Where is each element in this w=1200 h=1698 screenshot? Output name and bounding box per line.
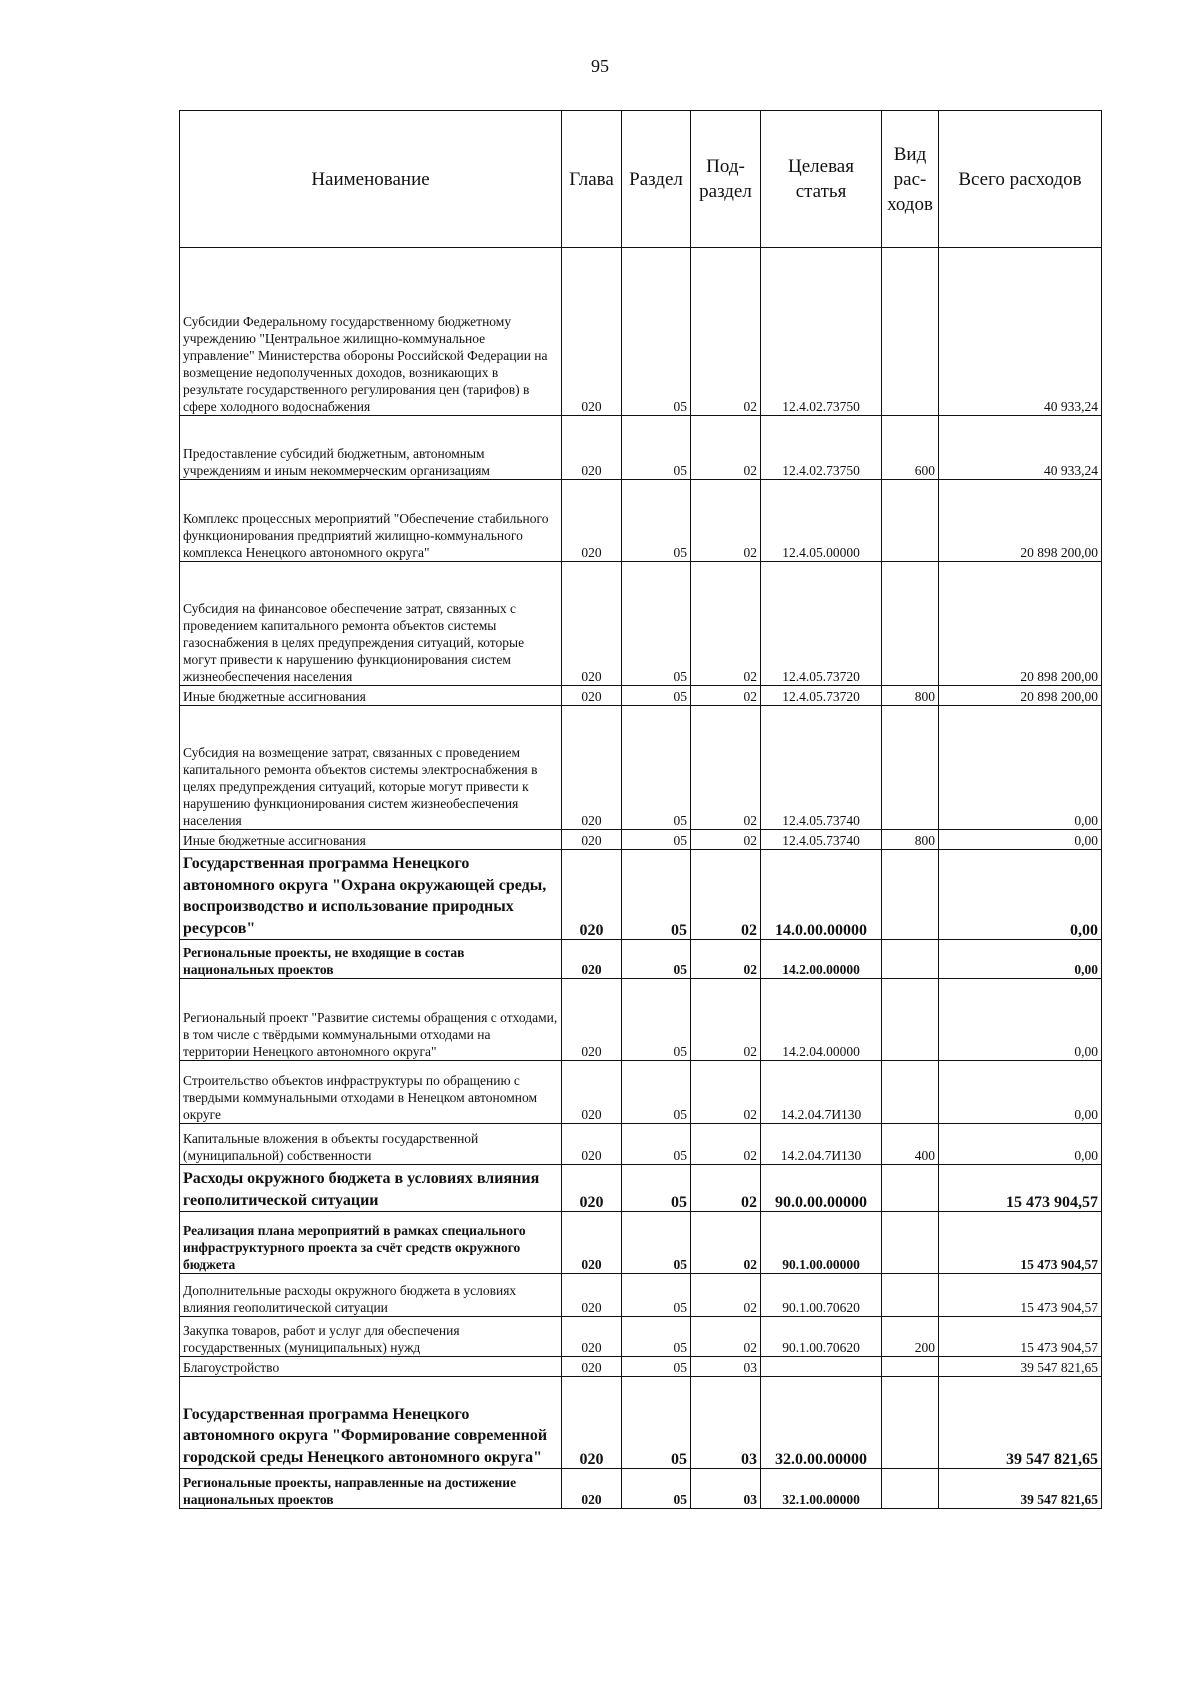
row-total: 0,00 xyxy=(939,706,1102,830)
column-header-subsection: Под-раздел xyxy=(691,111,761,248)
row-kind xyxy=(882,1165,939,1212)
table-row xyxy=(180,562,1102,686)
row-subsection: 02 xyxy=(691,686,761,706)
row-subsection: 02 xyxy=(691,562,761,686)
row-name: Закупка товаров, работ и услуг для обеспечения государственных (муниципальных) нужд xyxy=(180,1317,562,1357)
row-target: 12.4.02.73750 xyxy=(761,248,882,416)
row-name: Благоустройство xyxy=(180,1357,562,1377)
row-kind xyxy=(882,706,939,830)
row-kind xyxy=(882,1357,939,1377)
row-total: 0,00 xyxy=(939,979,1102,1061)
row-total: 15 473 904,57 xyxy=(939,1165,1102,1212)
row-kind xyxy=(882,940,939,979)
row-total: 39 547 821,65 xyxy=(939,1469,1102,1509)
column-header-section: Раздел xyxy=(622,111,691,248)
row-name: Предоставление субсидий бюджетным, автономным учреждениям и иным некоммерческим организациям xyxy=(180,416,562,480)
table-row xyxy=(180,1061,1102,1124)
table-row xyxy=(180,850,1102,940)
column-header-kind: Вид рас-ходов xyxy=(882,111,939,248)
row-total: 0,00 xyxy=(939,850,1102,940)
row-subsection: 02 xyxy=(691,979,761,1061)
row-subsection: 03 xyxy=(691,1469,761,1509)
row-total: 15 473 904,57 xyxy=(939,1274,1102,1317)
row-total: 15 473 904,57 xyxy=(939,1212,1102,1274)
column-header-chapter: Глава xyxy=(562,111,622,248)
row-kind xyxy=(882,850,939,940)
table-row xyxy=(180,1377,1102,1469)
row-kind: 800 xyxy=(882,830,939,850)
row-kind xyxy=(882,979,939,1061)
row-name: Иные бюджетные ассигнования xyxy=(180,830,562,850)
table-row xyxy=(180,248,1102,416)
row-section: 05 xyxy=(622,1124,691,1165)
row-kind: 400 xyxy=(882,1124,939,1165)
table-row xyxy=(180,416,1102,480)
row-chapter: 020 xyxy=(562,706,622,830)
row-chapter: 020 xyxy=(562,1377,622,1469)
row-subsection: 02 xyxy=(691,706,761,830)
row-total: 0,00 xyxy=(939,1061,1102,1124)
column-header-name: Наименование xyxy=(180,111,562,248)
row-subsection: 02 xyxy=(691,1274,761,1317)
row-target: 90.1.00.70620 xyxy=(761,1274,882,1317)
row-total: 0,00 xyxy=(939,1124,1102,1165)
row-total: 39 547 821,65 xyxy=(939,1377,1102,1469)
table-row xyxy=(180,830,1102,850)
row-target: 12.4.05.00000 xyxy=(761,480,882,562)
budget-table xyxy=(179,110,1102,1509)
row-subsection: 02 xyxy=(691,940,761,979)
row-target: 32.1.00.00000 xyxy=(761,1469,882,1509)
row-target xyxy=(761,1357,882,1377)
table-row xyxy=(180,480,1102,562)
row-subsection: 03 xyxy=(691,1357,761,1377)
row-target: 32.0.00.00000 xyxy=(761,1377,882,1469)
table-row xyxy=(180,1212,1102,1274)
row-chapter: 020 xyxy=(562,1274,622,1317)
row-target: 12.4.05.73740 xyxy=(761,830,882,850)
row-kind xyxy=(882,1377,939,1469)
row-kind: 800 xyxy=(882,686,939,706)
row-kind xyxy=(882,480,939,562)
row-kind xyxy=(882,562,939,686)
row-chapter: 020 xyxy=(562,830,622,850)
table-row xyxy=(180,706,1102,830)
row-chapter: 020 xyxy=(562,248,622,416)
row-section: 05 xyxy=(622,1377,691,1469)
row-name: Государственная программа Ненецкого автономного округа "Охрана окружающей среды, воспроизводство и использование природных ресурсов" xyxy=(180,850,562,940)
row-section: 05 xyxy=(622,979,691,1061)
row-chapter: 020 xyxy=(562,686,622,706)
row-kind xyxy=(882,1469,939,1509)
row-total: 40 933,24 xyxy=(939,416,1102,480)
row-kind xyxy=(882,248,939,416)
row-name: Региональный проект "Развитие системы обращения с отходами, в том числе с твёрдыми коммунальными отходами на территории Ненецкого автономного округа" xyxy=(180,979,562,1061)
table-row xyxy=(180,1165,1102,1212)
row-kind: 200 xyxy=(882,1317,939,1357)
row-chapter: 020 xyxy=(562,562,622,686)
row-name: Расходы окружного бюджета в условиях влияния геополитической ситуации xyxy=(180,1165,562,1212)
row-name: Дополнительные расходы окружного бюджета в условиях влияния геополитической ситуации xyxy=(180,1274,562,1317)
row-subsection: 02 xyxy=(691,1124,761,1165)
row-section: 05 xyxy=(622,1317,691,1357)
row-chapter: 020 xyxy=(562,416,622,480)
row-chapter: 020 xyxy=(562,940,622,979)
row-target: 14.0.00.00000 xyxy=(761,850,882,940)
row-total: 39 547 821,65 xyxy=(939,1357,1102,1377)
row-section: 05 xyxy=(622,830,691,850)
row-section: 05 xyxy=(622,1061,691,1124)
row-section: 05 xyxy=(622,1274,691,1317)
row-target: 12.4.05.73720 xyxy=(761,686,882,706)
row-chapter: 020 xyxy=(562,1212,622,1274)
row-target: 90.1.00.70620 xyxy=(761,1317,882,1357)
table-row xyxy=(180,1317,1102,1357)
row-name: Региональные проекты, не входящие в состав национальных проектов xyxy=(180,940,562,979)
row-section: 05 xyxy=(622,686,691,706)
row-chapter: 020 xyxy=(562,1317,622,1357)
row-section: 05 xyxy=(622,248,691,416)
row-name: Субсидия на финансовое обеспечение затрат, связанных с проведением капитального ремонта объектов системы газоснабжения в целях предупреждения ситуаций, которые могут привести к нарушению функционирования систем жизнеобеспечения населения xyxy=(180,562,562,686)
row-chapter: 020 xyxy=(562,1124,622,1165)
row-chapter: 020 xyxy=(562,1357,622,1377)
row-section: 05 xyxy=(622,1469,691,1509)
table-row xyxy=(180,1357,1102,1377)
row-name: Иные бюджетные ассигнования xyxy=(180,686,562,706)
row-subsection: 02 xyxy=(691,1061,761,1124)
row-name: Субсидии Федеральному государственному бюджетному учреждению "Центральное жилищно-коммунальное управление" Министерства обороны Российской Федерации на возмещение недополученных доходов, возникающих в результате государственного регулирования цен (тарифов) в сфере холодного водоснабжения xyxy=(180,248,562,416)
row-target: 12.4.05.73720 xyxy=(761,562,882,686)
row-section: 05 xyxy=(622,562,691,686)
row-kind xyxy=(882,1274,939,1317)
row-target: 90.0.00.00000 xyxy=(761,1165,882,1212)
column-header-target: Целевая статья xyxy=(761,111,882,248)
row-chapter: 020 xyxy=(562,480,622,562)
row-subsection: 02 xyxy=(691,1165,761,1212)
row-chapter: 020 xyxy=(562,1469,622,1509)
row-target: 14.2.04.00000 xyxy=(761,979,882,1061)
table-row xyxy=(180,1274,1102,1317)
row-target: 14.2.04.7И130 xyxy=(761,1124,882,1165)
row-total: 40 933,24 xyxy=(939,248,1102,416)
table-row xyxy=(180,686,1102,706)
row-section: 05 xyxy=(622,706,691,830)
row-subsection: 02 xyxy=(691,1212,761,1274)
row-name: Региональные проекты, направленные на достижение национальных проектов xyxy=(180,1469,562,1509)
row-name: Комплекс процессных мероприятий "Обеспечение стабильного функционирования предприятий жилищно-коммунального комплекса Ненецкого автономного округа" xyxy=(180,480,562,562)
row-subsection: 02 xyxy=(691,850,761,940)
row-name: Строительство объектов инфраструктуры по обращению с твердыми коммунальными отходами в Ненецком автономном округе xyxy=(180,1061,562,1124)
row-target: 14.2.04.7И130 xyxy=(761,1061,882,1124)
table-row xyxy=(180,979,1102,1061)
row-total: 20 898 200,00 xyxy=(939,480,1102,562)
row-subsection: 02 xyxy=(691,248,761,416)
row-total: 20 898 200,00 xyxy=(939,686,1102,706)
table-header-row xyxy=(180,111,1102,248)
row-kind: 600 xyxy=(882,416,939,480)
row-target: 14.2.00.00000 xyxy=(761,940,882,979)
row-target: 12.4.05.73740 xyxy=(761,706,882,830)
row-chapter: 020 xyxy=(562,1061,622,1124)
row-chapter: 020 xyxy=(562,979,622,1061)
row-section: 05 xyxy=(622,416,691,480)
row-section: 05 xyxy=(622,1212,691,1274)
row-name: Государственная программа Ненецкого автономного округа "Формирование современной городской среды Ненецкого автономного округа" xyxy=(180,1377,562,1469)
row-subsection: 02 xyxy=(691,830,761,850)
row-section: 05 xyxy=(622,940,691,979)
page-number: 95 xyxy=(591,56,609,76)
row-target: 90.1.00.00000 xyxy=(761,1212,882,1274)
table-row xyxy=(180,1469,1102,1509)
table-row xyxy=(180,1124,1102,1165)
row-kind xyxy=(882,1061,939,1124)
row-section: 05 xyxy=(622,480,691,562)
row-name: Субсидия на возмещение затрат, связанных с проведением капитального ремонта объектов системы электроснабжения в целях предупреждения ситуаций, которые могут привести к нарушению функционирования систем жизнеобеспечения населения xyxy=(180,706,562,830)
row-kind xyxy=(882,1212,939,1274)
row-total: 20 898 200,00 xyxy=(939,562,1102,686)
row-total: 0,00 xyxy=(939,830,1102,850)
row-subsection: 02 xyxy=(691,416,761,480)
row-subsection: 02 xyxy=(691,1317,761,1357)
row-total: 15 473 904,57 xyxy=(939,1317,1102,1357)
table-row xyxy=(180,940,1102,979)
column-header-total: Всего расходов xyxy=(939,111,1102,248)
row-subsection: 03 xyxy=(691,1377,761,1469)
row-target: 12.4.02.73750 xyxy=(761,416,882,480)
row-subsection: 02 xyxy=(691,480,761,562)
row-section: 05 xyxy=(622,1357,691,1377)
row-section: 05 xyxy=(622,1165,691,1212)
row-chapter: 020 xyxy=(562,1165,622,1212)
row-name: Реализация плана мероприятий в рамках специального инфраструктурного проекта за счёт средств окружного бюджета xyxy=(180,1212,562,1274)
row-total: 0,00 xyxy=(939,940,1102,979)
row-chapter: 020 xyxy=(562,850,622,940)
row-section: 05 xyxy=(622,850,691,940)
row-name: Капитальные вложения в объекты государственной (муниципальной) собственности xyxy=(180,1124,562,1165)
